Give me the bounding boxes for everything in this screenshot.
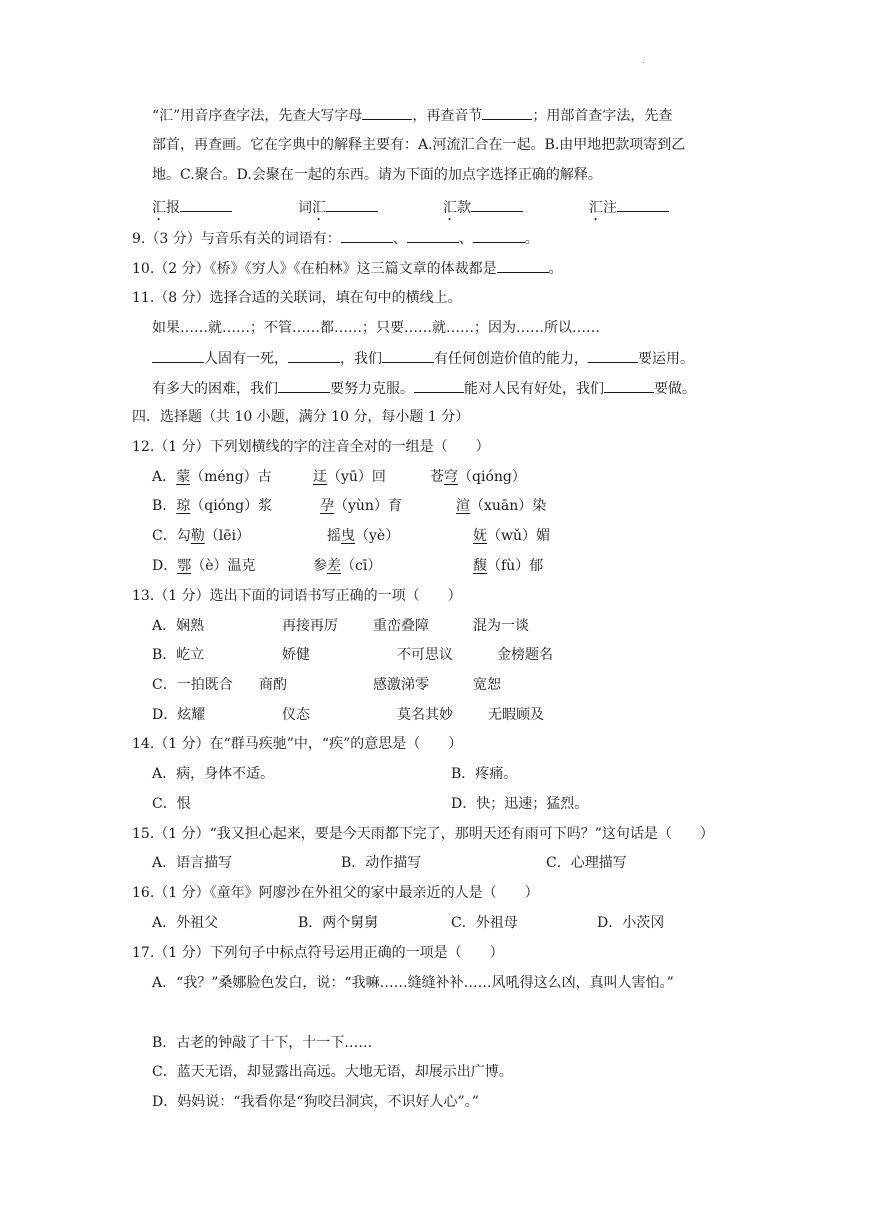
text: ，我们 xyxy=(340,351,382,367)
q13-b-word-2: 娇健 xyxy=(282,647,310,663)
q8-blank-4[interactable] xyxy=(617,197,669,212)
text: 要努力克服。 xyxy=(330,381,414,397)
option-letter: B． xyxy=(152,498,177,514)
q14-option-c[interactable]: C．恨 xyxy=(152,796,191,812)
q12-b-item-2 xyxy=(320,496,402,516)
char: 参 xyxy=(313,558,327,574)
text: 要做。 xyxy=(654,381,696,397)
q13-option-a[interactable] xyxy=(152,616,204,636)
q8-blank-2[interactable] xyxy=(326,197,378,212)
pinyin: （xuān）染 xyxy=(470,498,547,514)
q8-line-3: 地。C.聚合。D.会聚在一起的东西。请为下面的加点字选择正确的解释。 xyxy=(152,167,602,183)
option-letter: D． xyxy=(152,707,178,723)
q17-option-a[interactable]: A．“我？”桑娜脸色发白，说：“我嘛……缝缝补补……风吼得这么凶，真叫人害怕。” xyxy=(152,975,674,991)
q9-blank-1[interactable] xyxy=(341,228,393,243)
word-pre: 词 xyxy=(298,200,312,216)
text: 有任何创造价值的能力， xyxy=(434,351,588,367)
option-letter: B． xyxy=(152,647,177,663)
underlined-char: 渲 xyxy=(456,498,470,514)
word: 炫耀 xyxy=(177,707,206,723)
word-rest: 注 xyxy=(603,200,617,216)
q10-blank[interactable] xyxy=(497,258,549,273)
q13-a-word-2: 再接再厉 xyxy=(282,618,338,634)
q12-b-item-3 xyxy=(456,496,546,516)
q8-text-c: ；用部首查字法，先查 xyxy=(532,108,673,124)
pinyin: （fù）郁 xyxy=(487,558,544,574)
q13-option-c[interactable] xyxy=(152,675,233,695)
word: 娴熟 xyxy=(176,618,205,634)
q8-line-1 xyxy=(152,105,672,126)
q11-sentence-1 xyxy=(152,348,694,369)
q8-blank-letter[interactable] xyxy=(362,105,412,120)
q9-blank-2[interactable] xyxy=(407,228,459,243)
underlined-char: 鄂 xyxy=(177,558,192,574)
pinyin: （qióng）浆 xyxy=(190,498,273,514)
end: 。 xyxy=(524,231,539,247)
dotted-char: 汇 xyxy=(312,200,326,216)
q8-blank-3[interactable] xyxy=(471,197,523,212)
underlined-char: 蒙 xyxy=(176,469,191,485)
q13-option-d[interactable] xyxy=(152,705,205,725)
q15-option-b[interactable]: B．动作描写 xyxy=(341,855,422,871)
q17-stem: 17.（1 分）下列句子中标点符号运用正确的一项是（ ） xyxy=(132,945,504,961)
q12-option-b[interactable] xyxy=(152,496,272,516)
text: 人固有一死， xyxy=(204,351,288,367)
pinyin: （yū）回 xyxy=(327,469,386,485)
word-rest: 报 xyxy=(166,200,180,216)
q12-stem: 12.（1 分）下列划横线的字的注音全对的一组是（ ） xyxy=(132,439,490,455)
q16-stem: 16.（1 分）《童年》阿廖沙在外祖父的家中最亲近的人是（ ） xyxy=(132,885,539,901)
q14-option-a[interactable]: A．病，身体不适。 xyxy=(152,766,275,782)
q11-sentence-2 xyxy=(152,378,696,399)
q8-word-1 xyxy=(152,197,232,224)
q12-d-item-3 xyxy=(473,556,543,576)
sep: 、 xyxy=(392,231,407,247)
underlined-char: 妩 xyxy=(473,528,487,544)
q8-line-2: 部首，再查画。它在字典中的解释主要有：A.河流汇合在一起。B.由甲地把款项寄到乙 xyxy=(152,137,686,153)
dotted-char: 汇 xyxy=(589,200,603,216)
q8-word-2 xyxy=(298,197,378,224)
q13-c-word-4: 宽恕 xyxy=(473,677,501,693)
option-letter: C． xyxy=(152,528,177,544)
header-mark: . xyxy=(642,56,645,65)
q11-blank-3[interactable] xyxy=(382,348,434,363)
q13-a-word-4: 混为一谈 xyxy=(473,618,529,634)
q8-blank-1[interactable] xyxy=(180,197,232,212)
text: 有多大的困难，我们 xyxy=(152,381,278,397)
pinyin: （méng）古 xyxy=(190,469,272,485)
q8-text-a: “汇”用音序查字法，先查大写字母 xyxy=(152,108,363,124)
q13-b-word-4: 金榜题名 xyxy=(497,647,553,663)
q9 xyxy=(132,228,539,249)
q15-stem: 15.（1 分）“我又担心起来，要是今天雨都下完了，那明天还有雨可下吗？”这句话是（ ） xyxy=(132,826,714,842)
text: 要运用。 xyxy=(638,351,694,367)
sep: 、 xyxy=(458,231,473,247)
q17-option-d[interactable]: D．妈妈说：“我看你是“狗咬吕洞宾，不识好人心”。” xyxy=(152,1094,479,1110)
q17-option-c[interactable]: C．蓝天无语，却显露出高远。大地无语，却展示出广博。 xyxy=(152,1064,513,1080)
q14-stem: 14.（1 分）在“群马疾驰”中，“疾”的意思是（ ） xyxy=(132,736,463,752)
q11-options: 如果……就……；不管……都……；只要……就……；因为……所以…… xyxy=(152,320,600,336)
q13-option-b[interactable] xyxy=(152,645,204,665)
pinyin: （lēi） xyxy=(204,528,250,544)
q13-d-word-4: 无暇顾及 xyxy=(488,707,544,723)
q11-blank-1[interactable] xyxy=(152,348,204,363)
q11-blank-5[interactable] xyxy=(278,378,330,393)
q8-word-3 xyxy=(443,197,523,224)
end: 。 xyxy=(548,261,563,277)
pinyin: （qióng） xyxy=(458,469,526,485)
q12-option-d[interactable] xyxy=(152,556,256,576)
char: 苍 xyxy=(430,469,444,485)
option-letter: A． xyxy=(152,618,177,634)
word-rest: 款 xyxy=(457,200,471,216)
q14-option-b[interactable]: B．疼痛。 xyxy=(451,766,518,782)
q16-option-b[interactable]: B．两个舅舅 xyxy=(298,915,379,931)
option-letter: D． xyxy=(152,558,178,574)
option-letter: C． xyxy=(152,677,177,693)
text: 能对人民有好处，我们 xyxy=(464,381,604,397)
char: 摇 xyxy=(327,528,341,544)
q12-c-item-3 xyxy=(473,526,550,546)
q11-blank-7[interactable] xyxy=(604,378,654,393)
underlined-char: 勒 xyxy=(190,528,205,544)
q13-c-word-2: 商酌 xyxy=(259,677,287,693)
underlined-char: 穹 xyxy=(444,469,458,485)
q11-stem: 11.（8 分）选择合适的关联词，填在句中的横线上。 xyxy=(132,290,462,306)
q11-blank-2[interactable] xyxy=(288,348,340,363)
dotted-char: 汇 xyxy=(443,200,457,216)
q13-d-word-3: 莫名其妙 xyxy=(397,707,453,723)
q8-blank-syllable[interactable] xyxy=(482,105,532,120)
pinyin: （cī） xyxy=(341,558,382,574)
q16-option-a[interactable]: A．外祖父 xyxy=(152,915,219,931)
dotted-char: 汇 xyxy=(152,200,166,216)
q12-a-item-3 xyxy=(430,467,526,487)
q13-b-word-3: 不可思议 xyxy=(397,647,453,663)
q13-c-word-3: 感激涕零 xyxy=(373,677,429,693)
q9-stem: 9.（3 分）与音乐有关的词语有： xyxy=(132,231,341,247)
underlined-char: 迂 xyxy=(313,469,327,485)
q10 xyxy=(132,258,563,279)
word: 一拍既合 xyxy=(176,677,233,693)
underlined-char: 孕 xyxy=(320,498,334,514)
q10-stem: 10.（2 分）《桥》《穷人》《在柏林》这三篇文章的体裁都是 xyxy=(132,261,497,277)
section-4-heading: 四．选择题（共 10 小题，满分 10 分，每小题 1 分） xyxy=(132,409,470,425)
pinyin: （yè） xyxy=(355,528,400,544)
q14-option-d[interactable]: D．快；迅速；猛烈。 xyxy=(451,796,589,812)
q16-option-d[interactable]: D．小茨冈 xyxy=(597,915,665,931)
underlined-char: 馥 xyxy=(473,558,487,574)
q17-option-b[interactable]: B．古老的钟敲了十下，十一下…… xyxy=(152,1035,373,1051)
underlined-char: 曳 xyxy=(341,528,355,544)
q12-a-item-2 xyxy=(313,467,386,487)
q13-a-word-3: 重峦叠障 xyxy=(373,618,429,634)
q16-option-c[interactable]: C．外祖母 xyxy=(451,915,518,931)
q8-text-b: ，再查音节 xyxy=(412,108,483,124)
q8-word-4 xyxy=(589,197,669,224)
char: 勾 xyxy=(176,528,191,544)
pinyin: （wǔ）媚 xyxy=(487,528,550,544)
q12-d-item-2 xyxy=(313,556,381,576)
word: 屹立 xyxy=(176,647,205,663)
q11-blank-6[interactable] xyxy=(414,378,464,393)
pinyin: （è）温克 xyxy=(191,558,256,574)
q15-option-c[interactable]: C．心理描写 xyxy=(546,855,627,871)
q11-blank-4[interactable] xyxy=(588,348,638,363)
q12-option-a[interactable] xyxy=(152,467,272,487)
q9-blank-3[interactable] xyxy=(473,228,525,243)
q13-d-word-2: 仪态 xyxy=(282,707,310,723)
underlined-char: 琼 xyxy=(176,498,191,514)
q12-c-item-2 xyxy=(327,526,399,546)
option-letter: A． xyxy=(152,469,177,485)
q12-option-c[interactable] xyxy=(152,526,250,546)
underlined-char: 差 xyxy=(327,558,341,574)
q15-option-a[interactable]: A．语言描写 xyxy=(152,855,233,871)
q13-stem: 13.（1 分）选出下面的词语书写正确的一项（ ） xyxy=(132,588,462,604)
pinyin: （yùn）育 xyxy=(334,498,402,514)
